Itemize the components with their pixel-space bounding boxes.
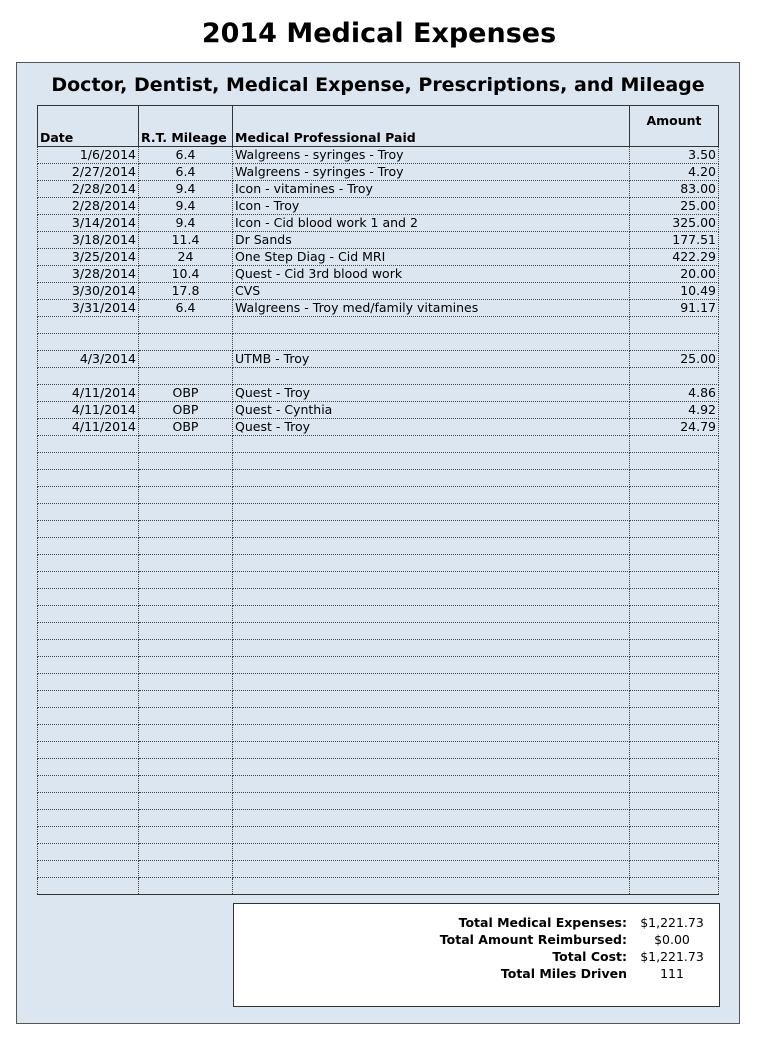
cell-amount [630, 657, 719, 674]
cell-date [38, 861, 139, 878]
table-row [38, 691, 719, 708]
cell-mileage [139, 793, 233, 810]
cell-mileage [139, 708, 233, 725]
column-header-professional: Medical Professional Paid [233, 106, 630, 147]
summary-total-cost [234, 948, 719, 965]
table-row [38, 623, 719, 640]
cell-professional: Icon - vitamines - Troy [233, 181, 630, 198]
cell-professional: UTMB - Troy [233, 351, 630, 368]
table-row [38, 232, 719, 249]
cell-mileage [139, 674, 233, 691]
table-row [38, 657, 719, 674]
table-row [38, 351, 719, 368]
summary-label: Total Cost: [552, 949, 627, 964]
cell-amount: 4.92 [630, 402, 719, 419]
table-row [38, 861, 719, 878]
table-row [38, 538, 719, 555]
cell-mileage: OBP [139, 402, 233, 419]
cell-professional: Quest - Troy [233, 419, 630, 436]
cell-date [38, 487, 139, 504]
cell-professional [233, 470, 630, 487]
cell-professional [233, 487, 630, 504]
page-title: 2014 Medical Expenses [201, 18, 557, 49]
summary-value: $0.00 [654, 932, 690, 947]
cell-date [38, 436, 139, 453]
cell-date [38, 810, 139, 827]
cell-mileage [139, 606, 233, 623]
summary-reimbursed [234, 931, 719, 948]
cell-mileage [139, 861, 233, 878]
cell-date [38, 759, 139, 776]
table-row [38, 334, 719, 351]
table-row [38, 844, 719, 861]
cell-mileage [139, 776, 233, 793]
cell-date [38, 827, 139, 844]
cell-mileage [139, 521, 233, 538]
table-row [38, 606, 719, 623]
cell-date [38, 368, 139, 385]
cell-amount [630, 589, 719, 606]
cell-mileage: OBP [139, 419, 233, 436]
cell-amount [630, 538, 719, 555]
cell-amount: 177.51 [630, 232, 719, 249]
cell-mileage: 6.4 [139, 164, 233, 181]
table-row [38, 147, 719, 164]
cell-mileage [139, 317, 233, 334]
cell-professional [233, 504, 630, 521]
cell-mileage: 11.4 [139, 232, 233, 249]
cell-amount [630, 436, 719, 453]
summary-value: 111 [660, 966, 684, 981]
cell-mileage: 9.4 [139, 181, 233, 198]
cell-professional: Icon - Cid blood work 1 and 2 [233, 215, 630, 232]
cell-professional [233, 521, 630, 538]
cell-professional: Quest - Cid 3rd blood work [233, 266, 630, 283]
cell-professional: Walgreens - syringes - Troy [233, 147, 630, 164]
cell-amount [630, 504, 719, 521]
table-row [38, 742, 719, 759]
cell-amount: 83.00 [630, 181, 719, 198]
cell-mileage: 9.4 [139, 215, 233, 232]
table-row [38, 810, 719, 827]
cell-mileage [139, 470, 233, 487]
cell-amount [630, 334, 719, 351]
column-header-date: Date [38, 106, 139, 147]
cell-mileage [139, 504, 233, 521]
cell-date: 4/11/2014 [38, 419, 139, 436]
cell-date: 4/3/2014 [38, 351, 139, 368]
cell-date [38, 555, 139, 572]
cell-amount: 422.29 [630, 249, 719, 266]
cell-professional: Quest - Troy [233, 385, 630, 402]
table-row [38, 368, 719, 385]
cell-mileage [139, 844, 233, 861]
cell-mileage: 9.4 [139, 198, 233, 215]
cell-professional [233, 334, 630, 351]
cell-amount [630, 453, 719, 470]
cell-amount [630, 810, 719, 827]
cell-professional [233, 657, 630, 674]
cell-amount: 10.49 [630, 283, 719, 300]
summary-label: Total Miles Driven [500, 966, 627, 981]
cell-mileage: 10.4 [139, 266, 233, 283]
cell-mileage [139, 878, 233, 895]
panel-subtitle: Doctor, Dentist, Medical Expense, Prescriptions, and Mileage [51, 74, 705, 96]
table-row [38, 300, 719, 317]
table-row [38, 878, 719, 895]
cell-professional: Dr Sands [233, 232, 630, 249]
cell-date [38, 589, 139, 606]
cell-mileage [139, 623, 233, 640]
cell-professional [233, 691, 630, 708]
summary-miles [234, 965, 719, 982]
cell-professional: One Step Diag - Cid MRI [233, 249, 630, 266]
column-header-mileage: R.T. Mileage [139, 106, 233, 147]
cell-mileage [139, 487, 233, 504]
table-row [38, 385, 719, 402]
cell-date [38, 470, 139, 487]
table-row [38, 776, 719, 793]
cell-amount: 3.50 [630, 147, 719, 164]
cell-amount [630, 861, 719, 878]
cell-date [38, 776, 139, 793]
cell-professional [233, 538, 630, 555]
table-row [38, 589, 719, 606]
cell-mileage [139, 572, 233, 589]
cell-professional [233, 861, 630, 878]
expense-table [37, 105, 719, 895]
cell-amount [630, 742, 719, 759]
cell-amount [630, 572, 719, 589]
table-row [38, 402, 719, 419]
table-row [38, 572, 719, 589]
cell-professional: Walgreens - syringes - Troy [233, 164, 630, 181]
table-row [38, 249, 719, 266]
table-row [38, 640, 719, 657]
summary-box [233, 903, 720, 1007]
cell-professional [233, 640, 630, 657]
table-row [38, 793, 719, 810]
cell-amount: 4.20 [630, 164, 719, 181]
cell-date [38, 691, 139, 708]
cell-amount [630, 776, 719, 793]
cell-amount: 91.17 [630, 300, 719, 317]
cell-date: 3/14/2014 [38, 215, 139, 232]
cell-date: 3/18/2014 [38, 232, 139, 249]
cell-amount [630, 623, 719, 640]
cell-professional [233, 827, 630, 844]
table-row [38, 759, 719, 776]
cell-amount [630, 555, 719, 572]
cell-mileage [139, 368, 233, 385]
table-row [38, 181, 719, 198]
cell-mileage [139, 538, 233, 555]
table-row [38, 708, 719, 725]
table-row [38, 198, 719, 215]
cell-date [38, 878, 139, 895]
cell-date [38, 742, 139, 759]
cell-amount [630, 793, 719, 810]
cell-professional [233, 623, 630, 640]
cell-mileage [139, 691, 233, 708]
table-row [38, 317, 719, 334]
cell-professional [233, 572, 630, 589]
cell-amount: 25.00 [630, 351, 719, 368]
table-row [38, 215, 719, 232]
cell-date [38, 521, 139, 538]
cell-mileage [139, 589, 233, 606]
cell-date [38, 504, 139, 521]
cell-amount [630, 368, 719, 385]
cell-date [38, 725, 139, 742]
table-row [38, 521, 719, 538]
cell-amount: 20.00 [630, 266, 719, 283]
cell-professional [233, 878, 630, 895]
summary-value: $1,221.73 [640, 915, 704, 930]
cell-date: 1/6/2014 [38, 147, 139, 164]
cell-date [38, 640, 139, 657]
cell-amount [630, 759, 719, 776]
cell-date [38, 708, 139, 725]
cell-date: 2/28/2014 [38, 181, 139, 198]
cell-amount [630, 487, 719, 504]
cell-professional [233, 555, 630, 572]
cell-date [38, 657, 139, 674]
cell-mileage [139, 436, 233, 453]
expense-panel [16, 62, 740, 1024]
cell-mileage [139, 555, 233, 572]
cell-professional [233, 674, 630, 691]
table-row [38, 725, 719, 742]
cell-professional [233, 844, 630, 861]
cell-amount: 4.86 [630, 385, 719, 402]
cell-professional [233, 368, 630, 385]
summary-label: Total Medical Expenses: [458, 915, 627, 930]
summary-total-expenses [234, 914, 719, 931]
cell-date [38, 572, 139, 589]
cell-amount [630, 691, 719, 708]
cell-professional [233, 589, 630, 606]
table-row [38, 436, 719, 453]
cell-date: 3/25/2014 [38, 249, 139, 266]
cell-mileage [139, 759, 233, 776]
cell-professional [233, 793, 630, 810]
cell-amount [630, 725, 719, 742]
cell-date [38, 334, 139, 351]
table-row [38, 555, 719, 572]
table-row [38, 266, 719, 283]
cell-date [38, 623, 139, 640]
cell-amount: 325.00 [630, 215, 719, 232]
cell-amount: 25.00 [630, 198, 719, 215]
cell-date: 2/27/2014 [38, 164, 139, 181]
cell-professional [233, 759, 630, 776]
summary-value: $1,221.73 [640, 949, 704, 964]
cell-date [38, 606, 139, 623]
cell-professional [233, 606, 630, 623]
table-row [38, 674, 719, 691]
column-header-amount: Amount [630, 106, 719, 147]
cell-professional: Walgreens - Troy med/family vitamines [233, 300, 630, 317]
cell-date [38, 844, 139, 861]
cell-date: 3/31/2014 [38, 300, 139, 317]
cell-mileage [139, 640, 233, 657]
table-row [38, 470, 719, 487]
cell-date: 4/11/2014 [38, 402, 139, 419]
cell-date: 2/28/2014 [38, 198, 139, 215]
cell-date: 3/30/2014 [38, 283, 139, 300]
cell-mileage [139, 657, 233, 674]
cell-professional [233, 317, 630, 334]
cell-professional: Icon - Troy [233, 198, 630, 215]
table-row [38, 283, 719, 300]
table-row [38, 453, 719, 470]
cell-mileage [139, 351, 233, 368]
summary-label: Total Amount Reimbursed: [439, 932, 627, 947]
table-body [38, 147, 719, 895]
cell-professional [233, 742, 630, 759]
cell-professional [233, 436, 630, 453]
cell-mileage: OBP [139, 385, 233, 402]
cell-amount [630, 317, 719, 334]
table-row [38, 487, 719, 504]
cell-amount [630, 878, 719, 895]
cell-mileage [139, 810, 233, 827]
cell-date [38, 317, 139, 334]
table-row [38, 419, 719, 436]
table-row [38, 164, 719, 181]
cell-amount [630, 640, 719, 657]
table-header-row [38, 106, 719, 147]
cell-professional [233, 453, 630, 470]
cell-amount [630, 827, 719, 844]
cell-amount [630, 470, 719, 487]
cell-mileage [139, 334, 233, 351]
table-row [38, 504, 719, 521]
cell-date [38, 538, 139, 555]
cell-professional [233, 810, 630, 827]
cell-professional: Quest - Cynthia [233, 402, 630, 419]
cell-mileage: 24 [139, 249, 233, 266]
cell-date: 3/28/2014 [38, 266, 139, 283]
cell-professional: CVS [233, 283, 630, 300]
cell-professional [233, 725, 630, 742]
cell-date [38, 453, 139, 470]
cell-mileage: 17.8 [139, 283, 233, 300]
cell-amount [630, 674, 719, 691]
cell-amount [630, 708, 719, 725]
cell-professional [233, 708, 630, 725]
cell-date: 4/11/2014 [38, 385, 139, 402]
cell-mileage: 6.4 [139, 300, 233, 317]
cell-date [38, 793, 139, 810]
table-row [38, 827, 719, 844]
cell-amount [630, 844, 719, 861]
cell-mileage [139, 827, 233, 844]
cell-amount [630, 606, 719, 623]
cell-date [38, 674, 139, 691]
cell-mileage [139, 453, 233, 470]
cell-mileage [139, 725, 233, 742]
cell-mileage: 6.4 [139, 147, 233, 164]
cell-mileage [139, 742, 233, 759]
cell-amount: 24.79 [630, 419, 719, 436]
cell-amount [630, 521, 719, 538]
cell-professional [233, 776, 630, 793]
